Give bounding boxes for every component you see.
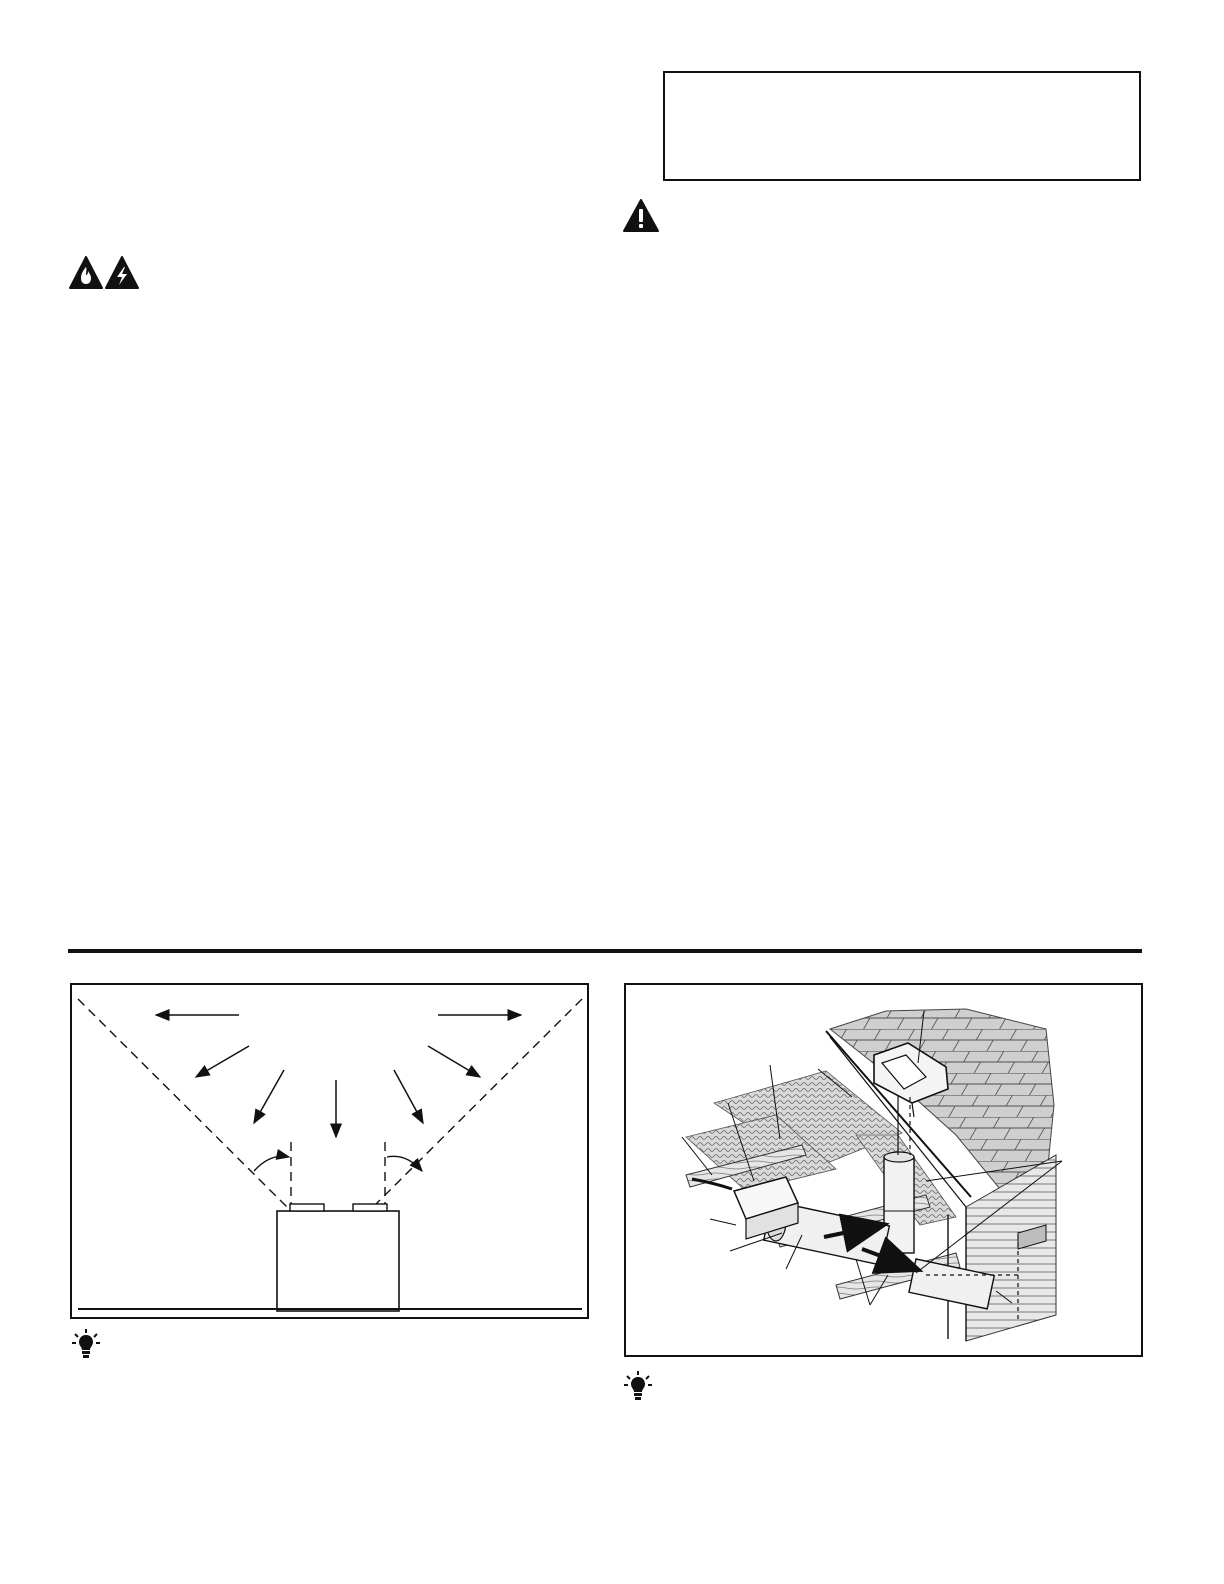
airflow-arrow	[394, 1070, 423, 1123]
note-box	[663, 71, 1141, 181]
airflow-arrow	[254, 1070, 284, 1123]
attic-duct-illustration	[626, 985, 1141, 1355]
section-divider	[68, 949, 1142, 953]
tip-icon-left	[71, 1328, 101, 1360]
tip-icon-right	[623, 1370, 653, 1402]
unit-body	[277, 1211, 399, 1311]
unit-collar-right	[353, 1204, 387, 1211]
airflow-arrow	[196, 1046, 249, 1077]
lightbulb-tip-icon	[623, 1370, 653, 1402]
leader-line	[710, 1219, 736, 1225]
airflow-arrow	[428, 1046, 480, 1077]
gable-wall	[966, 1155, 1056, 1341]
lightbulb-tip-icon	[71, 1328, 101, 1360]
cone-right-line	[370, 999, 582, 1210]
angle-arc-left	[254, 1156, 289, 1171]
air-circulation-diagram	[72, 985, 587, 1317]
cone-left-line	[78, 999, 290, 1210]
electrical-hazard-icon	[104, 256, 140, 290]
caution-icon-wrap	[623, 199, 659, 233]
air-circulation-figure	[70, 983, 589, 1319]
warning-icons	[69, 256, 139, 290]
caution-exclamation-icon	[623, 199, 659, 233]
unit-collar-left	[290, 1204, 324, 1211]
attic-installation-figure	[624, 983, 1143, 1357]
